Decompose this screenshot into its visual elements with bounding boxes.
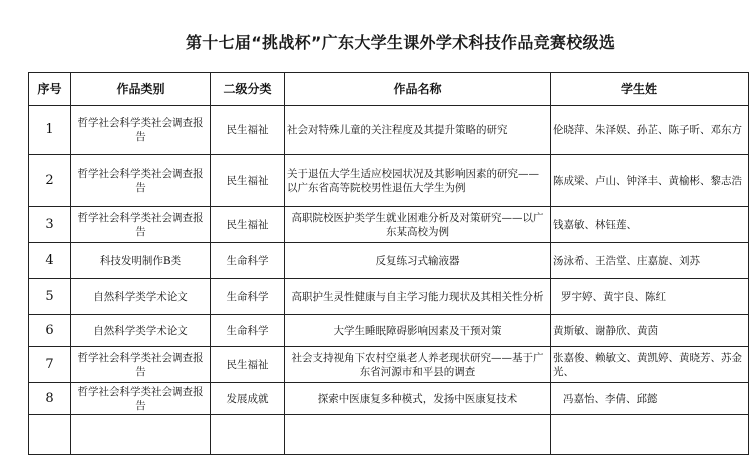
row-subcategory: 民生福祉	[211, 347, 285, 383]
row-students: 罗宇婷、黄宇良、陈红	[551, 279, 749, 315]
row-work-name: 关于退伍大学生适应校园状况及其影响因素的研究——以广东省高等院校男性退伍大学生为例	[285, 155, 551, 207]
table-row	[29, 415, 749, 455]
row-serial: 8	[29, 383, 71, 415]
row-category: 哲学社会科学类社会调查报告	[71, 155, 211, 207]
header-row	[29, 73, 749, 106]
table-row	[29, 315, 749, 347]
row-subcategory: 民生福祉	[211, 106, 285, 155]
row-subcategory: 民生福祉	[211, 207, 285, 243]
row-students: 伦晓萍、朱泽娱、孙芷、陈子昕、邓东方	[551, 106, 749, 155]
table-row	[29, 243, 749, 279]
row-category: 科技发明制作B类	[71, 243, 211, 279]
row-students: 钱嘉敏、林钰莲、	[551, 207, 749, 243]
row-category: 自然科学类学术论文	[71, 279, 211, 315]
row-students: 冯嘉怡、李倩、邱懿	[551, 383, 749, 415]
row-students	[551, 415, 749, 455]
competition-table	[28, 72, 749, 455]
row-students: 黄斯敏、谢静欣、黄茵	[551, 315, 749, 347]
row-work-name: 高职护生灵性健康与自主学习能力现状及其相关性分析	[285, 279, 551, 315]
row-serial: 3	[29, 207, 71, 243]
header-subcategory: 二级分类	[211, 73, 285, 106]
row-subcategory	[211, 415, 285, 455]
row-serial: 1	[29, 106, 71, 155]
table-row	[29, 383, 749, 415]
row-category: 哲学社会科学类社会调查报告	[71, 347, 211, 383]
row-serial: 5	[29, 279, 71, 315]
header-category: 作品类别	[71, 73, 211, 106]
row-students: 陈成梁、卢山、钟泽丰、黄榆彬、黎志浩	[551, 155, 749, 207]
row-serial: 7	[29, 347, 71, 383]
row-category: 哲学社会科学类社会调查报告	[71, 383, 211, 415]
row-category: 哲学社会科学类社会调查报告	[71, 207, 211, 243]
row-students: 汤泳希、王浩堂、庄嘉旋、刘苏	[551, 243, 749, 279]
row-category: 自然科学类学术论文	[71, 315, 211, 347]
row-work-name: 大学生睡眠障碍影响因素及干预对策	[285, 315, 551, 347]
row-work-name: 社会支持视角下农村空巢老人养老现状研究——基于广东省河源市和平县的调查	[285, 347, 551, 383]
row-subcategory: 民生福祉	[211, 155, 285, 207]
header-serial: 序号	[29, 73, 71, 106]
table-row	[29, 106, 749, 155]
row-category	[71, 415, 211, 455]
table-row	[29, 155, 749, 207]
row-work-name	[285, 415, 551, 455]
row-work-name: 社会对特殊儿童的关注程度及其提升策略的研究	[285, 106, 551, 155]
row-subcategory: 发展成就	[211, 383, 285, 415]
header-students: 学生姓	[551, 73, 749, 106]
table-row	[29, 279, 749, 315]
row-subcategory: 生命科学	[211, 243, 285, 279]
row-subcategory: 生命科学	[211, 315, 285, 347]
row-serial: 2	[29, 155, 71, 207]
row-serial: 6	[29, 315, 71, 347]
row-category: 哲学社会科学类社会调查报告	[71, 106, 211, 155]
row-work-name: 反复练习式输液器	[285, 243, 551, 279]
document-title: 第十七届“挑战杯”广东大学生课外学术科技作品竞赛校级选	[186, 33, 616, 52]
header-work-name: 作品名称	[285, 73, 551, 106]
row-subcategory: 生命科学	[211, 279, 285, 315]
row-work-name: 高职院校医护类学生就业困难分析及对策研究——以广东某高校为例	[285, 207, 551, 243]
row-work-name: 探索中医康复多种模式，发扬中医康复技术	[285, 383, 551, 415]
table-row	[29, 207, 749, 243]
table-row	[29, 347, 749, 383]
row-serial: 4	[29, 243, 71, 279]
row-students: 张嘉俊、赖敏文、黄凯婷、黄晓芳、苏金光、	[551, 347, 749, 383]
row-serial	[29, 415, 71, 455]
